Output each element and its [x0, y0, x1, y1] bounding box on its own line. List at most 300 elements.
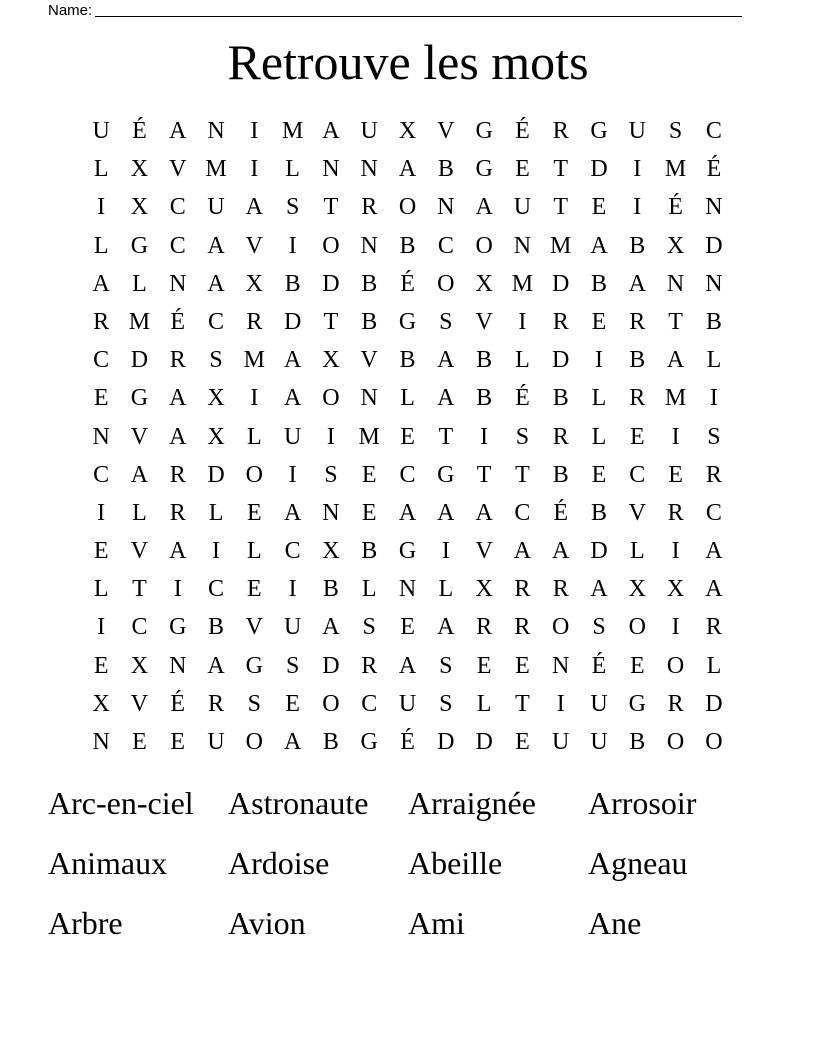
- grid-letter: C: [169, 232, 186, 259]
- grid-letter: O: [552, 614, 570, 641]
- grid-letter: R: [169, 499, 186, 526]
- grid-letter: A: [207, 232, 225, 259]
- grid-letter: E: [591, 194, 607, 221]
- grid-letter: I: [97, 499, 106, 526]
- grid-letter: V: [245, 614, 263, 641]
- grid-letter: A: [475, 499, 493, 526]
- grid-letter: X: [130, 194, 149, 221]
- name-field: [48, 0, 742, 18]
- grid-letter: E: [247, 499, 262, 526]
- grid-letter: O: [322, 690, 340, 717]
- grid-letter: T: [553, 156, 569, 183]
- grid-letter: M: [511, 270, 534, 297]
- grid-letter: X: [207, 385, 225, 412]
- grid-letter: U: [513, 194, 532, 221]
- grid-letter: E: [361, 461, 377, 488]
- grid-letter: B: [705, 308, 722, 335]
- grid-letter: S: [439, 652, 453, 679]
- grid-letter: N: [360, 156, 378, 183]
- grid-letter: E: [591, 461, 607, 488]
- grid-letter: B: [322, 576, 339, 603]
- grid-letter: R: [629, 308, 646, 335]
- grid-letter: R: [514, 576, 531, 603]
- grid-letter: I: [288, 461, 297, 488]
- grid-letter: A: [283, 499, 302, 526]
- grid-letter: E: [170, 729, 186, 755]
- grid-letter: E: [132, 729, 147, 755]
- grid-letter: L: [706, 652, 722, 679]
- grid-letter: G: [475, 156, 493, 183]
- grid-letter: C: [437, 232, 454, 259]
- grid-letter: G: [398, 308, 417, 335]
- grid-letter: L: [285, 156, 300, 183]
- grid-letter: U: [207, 729, 225, 755]
- grid-letter: E: [400, 423, 415, 450]
- grid-letter: R: [667, 499, 684, 526]
- grid-letter: A: [705, 538, 723, 565]
- grid-letter: I: [595, 347, 603, 374]
- grid-letter: O: [628, 614, 646, 641]
- grid-letter: S: [285, 652, 300, 679]
- grid-letter: G: [360, 729, 378, 755]
- grid-letter: L: [629, 538, 645, 565]
- grid-letter: R: [93, 308, 110, 335]
- grid-letter: S: [668, 118, 683, 144]
- grid-letter: X: [666, 232, 685, 259]
- grid-letter: C: [705, 499, 722, 526]
- grid-letter: R: [705, 614, 722, 641]
- grid-letter: B: [361, 270, 378, 297]
- grid-letter: A: [283, 347, 302, 374]
- grid-letter: A: [552, 538, 570, 565]
- grid-letter: O: [666, 652, 685, 679]
- grid-letter: I: [250, 118, 259, 144]
- grid-letter: N: [705, 270, 723, 297]
- grid-letter: C: [284, 538, 301, 565]
- grid-letter: T: [438, 423, 454, 450]
- grid-letter: D: [552, 347, 570, 374]
- grid-letter: R: [667, 690, 684, 717]
- grid-letter: G: [130, 232, 149, 259]
- grid-letter: B: [284, 270, 301, 297]
- word-list-item: Arraignée: [408, 785, 536, 821]
- grid-letter: T: [515, 690, 530, 717]
- grid-letter: U: [92, 118, 110, 144]
- grid-letter: O: [245, 461, 263, 488]
- grid-letter: N: [360, 232, 378, 259]
- grid-letter: E: [629, 652, 645, 679]
- grid-letter: R: [552, 423, 569, 450]
- grid-letter: M: [281, 118, 304, 144]
- grid-letter: B: [361, 308, 378, 335]
- grid-letter: O: [398, 194, 417, 221]
- grid-letter: A: [398, 156, 417, 183]
- grid-letter: B: [476, 385, 493, 412]
- grid-letter: I: [556, 690, 565, 717]
- grid-letter: A: [322, 118, 340, 144]
- grid-letter: M: [205, 156, 227, 183]
- grid-letter: E: [285, 690, 300, 717]
- grid-letter: N: [322, 499, 340, 526]
- grid-letter: S: [247, 690, 262, 717]
- grid-letter: M: [550, 232, 572, 259]
- grid-letter: I: [288, 232, 297, 259]
- grid-letter: A: [169, 118, 187, 144]
- grid-letter: N: [705, 194, 723, 221]
- grid-letter: A: [398, 652, 417, 679]
- grid-letter: I: [671, 538, 680, 565]
- grid-letter: D: [552, 270, 570, 297]
- grid-letter: N: [398, 576, 417, 603]
- grid-letter: D: [207, 461, 225, 488]
- word-list-item: Arbre: [48, 905, 123, 941]
- grid-letter: R: [169, 347, 186, 374]
- grid-letter: D: [437, 729, 455, 755]
- grid-letter: T: [515, 461, 530, 488]
- grid-letter: E: [515, 652, 530, 679]
- grid-letter: B: [361, 538, 378, 565]
- grid-letter: X: [666, 576, 685, 603]
- grid-letter: L: [132, 270, 147, 297]
- grid-letter: U: [590, 729, 608, 755]
- grid-letter: C: [93, 347, 110, 374]
- grid-letter: N: [322, 156, 340, 183]
- grid-letter: É: [170, 690, 186, 717]
- grid-letter: M: [358, 423, 380, 450]
- grid-letter: I: [671, 614, 680, 641]
- grid-letter: A: [283, 729, 302, 755]
- grid-letter: L: [247, 538, 262, 565]
- grid-letter: I: [441, 538, 450, 565]
- grid-letter: A: [437, 347, 455, 374]
- grid-letter: U: [552, 729, 570, 755]
- grid-letter: S: [439, 308, 453, 335]
- word-list-item: Animaux: [48, 845, 168, 881]
- grid-letter: G: [475, 118, 493, 144]
- grid-letter: V: [360, 347, 378, 374]
- grid-letter: C: [399, 461, 416, 488]
- grid-letter: É: [591, 652, 607, 679]
- grid-letter: S: [285, 194, 300, 221]
- grid-letter: D: [322, 652, 340, 679]
- word-list-item: Ardoise: [228, 845, 330, 881]
- grid-letter: É: [706, 156, 722, 183]
- grid-letter: B: [591, 270, 608, 297]
- grid-letter: A: [590, 576, 608, 603]
- grid-letter: G: [590, 118, 608, 144]
- grid-letter: I: [97, 614, 106, 641]
- grid-letter: I: [709, 385, 718, 412]
- grid-letter: M: [664, 385, 687, 412]
- grid-letter: A: [628, 270, 646, 297]
- grid-letter: A: [169, 538, 187, 565]
- grid-letter: É: [668, 194, 683, 221]
- grid-letter: V: [130, 538, 149, 565]
- grid-letter: V: [130, 423, 149, 450]
- grid-letter: É: [515, 385, 530, 412]
- grid-letter: T: [323, 308, 339, 335]
- grid-letter: D: [130, 347, 149, 374]
- grid-letter: V: [437, 118, 455, 144]
- grid-letter: B: [208, 614, 225, 641]
- grid-letter: M: [128, 308, 151, 335]
- grid-letter: D: [705, 232, 723, 259]
- grid-letter: M: [664, 156, 687, 183]
- word-list: [48, 780, 768, 960]
- grid-letter: X: [475, 270, 493, 297]
- grid-letter: B: [591, 499, 608, 526]
- grid-letter: I: [480, 423, 489, 450]
- grid-letter: I: [633, 194, 642, 221]
- grid-letter: A: [437, 499, 455, 526]
- grid-letter: I: [250, 156, 259, 183]
- grid-letter: D: [590, 156, 608, 183]
- grid-letter: O: [437, 270, 455, 297]
- grid-letter: B: [629, 347, 646, 374]
- grid-letter: N: [169, 652, 187, 679]
- grid-letter: O: [666, 729, 685, 755]
- grid-letter: T: [476, 461, 492, 488]
- grid-letter: X: [130, 156, 149, 183]
- word-list-item: Arc-en-ciel: [48, 785, 194, 821]
- grid-letter: C: [169, 194, 186, 221]
- grid-letter: D: [705, 690, 723, 717]
- word-list-item: Ami: [408, 905, 465, 941]
- grid-letter: A: [590, 232, 608, 259]
- grid-letter: B: [629, 232, 646, 259]
- grid-letter: X: [398, 118, 417, 144]
- grid-letter: A: [245, 194, 263, 221]
- grid-letter: R: [476, 614, 493, 641]
- grid-letter: E: [591, 308, 607, 335]
- grid-letter: O: [475, 232, 493, 259]
- grid-letter: I: [97, 194, 106, 221]
- grid-letter: L: [93, 576, 109, 603]
- grid-letter: L: [132, 499, 147, 526]
- grid-letter: I: [633, 156, 642, 183]
- grid-letter: E: [93, 652, 109, 679]
- grid-letter: A: [207, 270, 225, 297]
- grid-letter: R: [552, 308, 569, 335]
- grid-letter: X: [322, 538, 340, 565]
- grid-letter: R: [246, 308, 263, 335]
- grid-letter: A: [398, 499, 417, 526]
- grid-letter: U: [590, 690, 608, 717]
- grid-letter: E: [629, 423, 645, 450]
- grid-letter: B: [476, 347, 493, 374]
- grid-letter: S: [209, 347, 223, 374]
- grid-letter: S: [515, 423, 530, 450]
- grid-letter: L: [208, 499, 224, 526]
- grid-letter: E: [668, 461, 683, 488]
- grid-letter: U: [628, 118, 646, 144]
- grid-letter: R: [552, 118, 569, 144]
- grid-letter: S: [362, 614, 376, 641]
- grid-letter: C: [629, 461, 646, 488]
- grid-letter: X: [245, 270, 263, 297]
- grid-letter: I: [326, 423, 335, 450]
- grid-letter: E: [400, 614, 415, 641]
- grid-letter: D: [475, 729, 493, 755]
- grid-letter: B: [399, 347, 416, 374]
- grid-letter: I: [173, 576, 182, 603]
- grid-letter: E: [515, 156, 530, 183]
- grid-letter: C: [208, 576, 225, 603]
- grid-letter: G: [169, 614, 187, 641]
- grid-letter: R: [169, 461, 186, 488]
- grid-letter: U: [283, 614, 302, 641]
- grid-letter: N: [666, 270, 685, 297]
- grid-letter: L: [438, 576, 454, 603]
- grid-letter: A: [283, 385, 302, 412]
- grid-letter: S: [439, 690, 453, 717]
- grid-letter: O: [705, 729, 723, 755]
- grid-letter: L: [591, 423, 607, 450]
- grid-letter: E: [361, 499, 377, 526]
- grid-letter: É: [132, 118, 147, 144]
- grid-letter: U: [283, 423, 302, 450]
- grid-letter: C: [131, 614, 148, 641]
- grid-letter: L: [591, 385, 607, 412]
- grid-letter: V: [628, 499, 646, 526]
- grid-letter: L: [400, 385, 415, 412]
- grid-letter: A: [322, 614, 340, 641]
- grid-letter: X: [322, 347, 340, 374]
- word-list-item: Agneau: [588, 845, 688, 881]
- grid-letter: É: [400, 729, 415, 755]
- grid-letter: O: [322, 232, 340, 259]
- grid-letter: V: [245, 232, 263, 259]
- grid-letter: A: [169, 385, 187, 412]
- grid-letter: N: [513, 232, 532, 259]
- grid-letter: G: [437, 461, 455, 488]
- grid-letter: E: [515, 729, 530, 755]
- word-list-item: Astronaute: [228, 785, 369, 821]
- grid-letter: A: [207, 652, 225, 679]
- grid-letter: L: [247, 423, 262, 450]
- grid-letter: E: [247, 576, 262, 603]
- grid-letter: R: [361, 652, 378, 679]
- grid-letter: S: [324, 461, 338, 488]
- grid-letter: X: [628, 576, 646, 603]
- grid-letter: L: [706, 347, 722, 374]
- grid-letter: S: [707, 423, 721, 450]
- word-list-item: Ane: [588, 905, 642, 941]
- grid-letter: É: [515, 118, 530, 144]
- grid-letter: D: [590, 538, 608, 565]
- grid-letter: U: [360, 118, 378, 144]
- grid-letter: A: [705, 576, 723, 603]
- grid-letter: X: [92, 690, 110, 717]
- grid-letter: R: [361, 194, 378, 221]
- grid-letter: E: [93, 538, 109, 565]
- grid-letter: G: [628, 690, 646, 717]
- grid-letter: E: [93, 385, 109, 412]
- grid-letter: R: [208, 690, 225, 717]
- grid-letter: N: [437, 194, 455, 221]
- grid-letter: É: [170, 308, 186, 335]
- grid-letter: A: [513, 538, 532, 565]
- grid-letter: L: [361, 576, 377, 603]
- grid-letter: I: [250, 385, 259, 412]
- grid-letter: V: [475, 538, 493, 565]
- grid-letter: G: [130, 385, 149, 412]
- grid-letter: C: [361, 690, 378, 717]
- grid-letter: X: [475, 576, 493, 603]
- grid-letter: U: [398, 690, 417, 717]
- grid-letter: L: [93, 156, 109, 183]
- name-label: Name:: [48, 2, 93, 19]
- name-blank-line: [95, 2, 742, 17]
- grid-letter: B: [552, 461, 569, 488]
- grid-letter: A: [92, 270, 110, 297]
- grid-letter: B: [322, 729, 339, 755]
- word-list-item: Abeille: [408, 845, 503, 881]
- grid-letter: A: [130, 461, 149, 488]
- grid-letter: A: [475, 194, 493, 221]
- grid-letter: R: [552, 576, 569, 603]
- grid-letter: A: [437, 385, 455, 412]
- page-title: Retrouve les mots: [227, 34, 589, 90]
- grid-letter: M: [243, 347, 265, 374]
- grid-letter: T: [668, 308, 683, 335]
- grid-letter: V: [475, 308, 493, 335]
- grid-letter: O: [322, 385, 340, 412]
- grid-letter: A: [437, 614, 455, 641]
- grid-letter: N: [360, 385, 378, 412]
- grid-letter: I: [671, 423, 680, 450]
- grid-letter: C: [514, 499, 531, 526]
- grid-letter: E: [476, 652, 492, 679]
- grid-letter: B: [399, 232, 416, 259]
- grid-letter: V: [130, 690, 149, 717]
- grid-letter: D: [322, 270, 340, 297]
- grid-letter: A: [169, 423, 187, 450]
- grid-letter: É: [400, 270, 415, 297]
- grid-letter: G: [398, 538, 417, 565]
- grid-letter: T: [323, 194, 339, 221]
- grid-letter: L: [476, 690, 492, 717]
- grid-letter: A: [666, 347, 685, 374]
- word-list-item: Avion: [228, 905, 306, 941]
- grid-letter: X: [207, 423, 225, 450]
- grid-letter: N: [92, 423, 110, 450]
- word-list-item: Arrosoir: [588, 785, 697, 821]
- grid-letter: N: [92, 729, 110, 755]
- grid-letter: C: [93, 461, 110, 488]
- grid-letter: G: [245, 652, 263, 679]
- grid-letter: N: [207, 118, 225, 144]
- grid-letter: C: [208, 308, 225, 335]
- grid-letter: R: [629, 385, 646, 412]
- grid-letter: C: [705, 118, 722, 144]
- grid-letter: U: [207, 194, 225, 221]
- grid-letter: B: [437, 156, 454, 183]
- grid-letter: D: [283, 308, 302, 335]
- grid-letter: N: [169, 270, 187, 297]
- letter-grid: [82, 112, 733, 761]
- grid-letter: N: [552, 652, 570, 679]
- grid-letter: I: [518, 308, 527, 335]
- grid-letter: T: [553, 194, 569, 221]
- grid-letter: R: [514, 614, 531, 641]
- grid-letter: S: [592, 614, 606, 641]
- grid-letter: X: [130, 652, 149, 679]
- grid-letter: I: [212, 538, 221, 565]
- grid-letter: B: [552, 385, 569, 412]
- grid-letter: R: [705, 461, 722, 488]
- grid-letter: B: [629, 729, 646, 755]
